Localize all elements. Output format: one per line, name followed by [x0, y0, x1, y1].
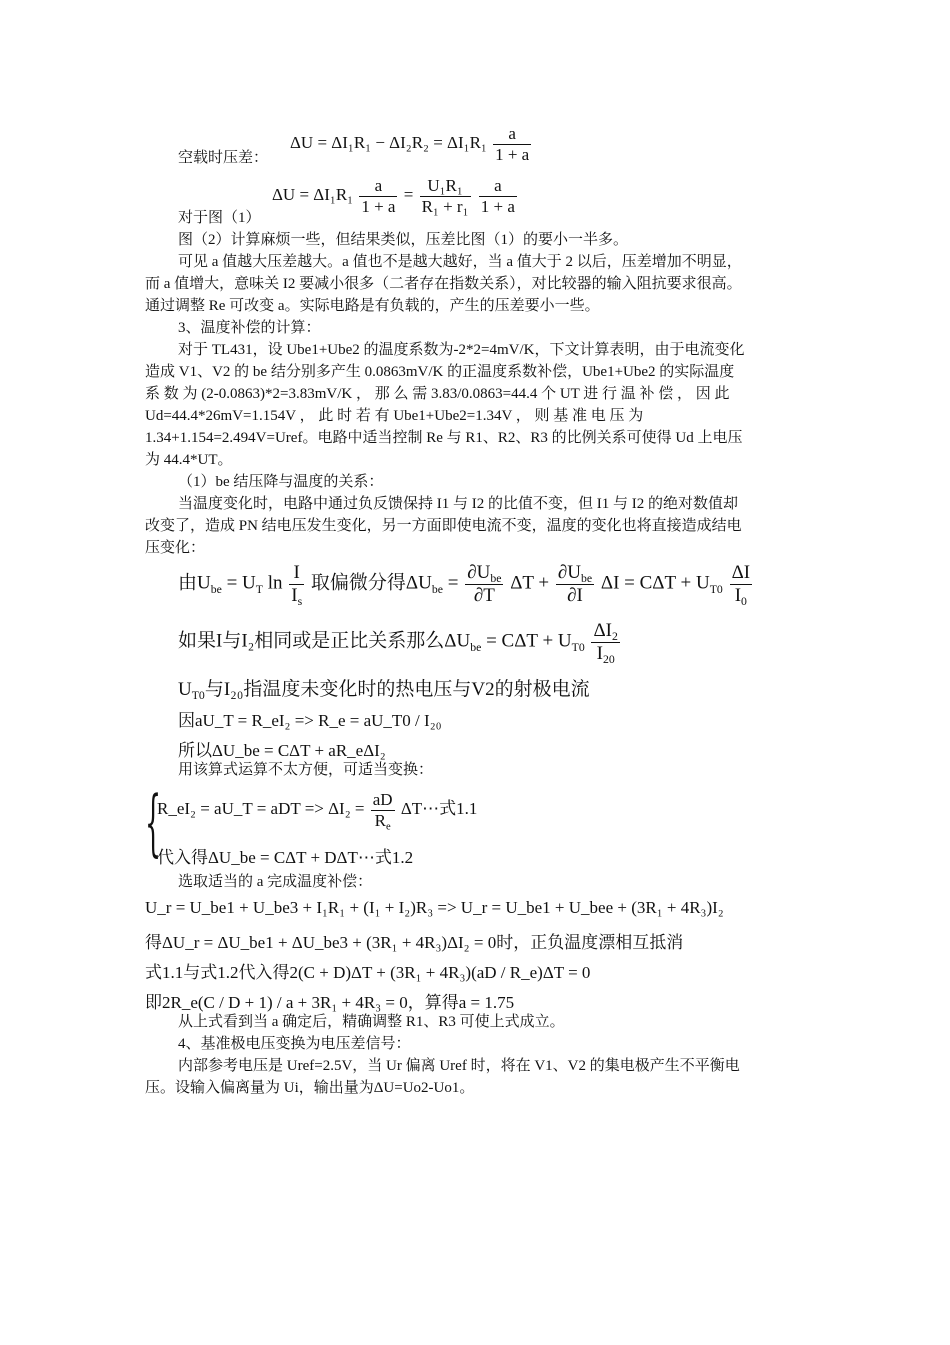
eq3-fraction-3: $\frac{\partial U_{be}}{\partial I}$	[557, 562, 593, 606]
eq3-part-b: = U	[221, 572, 256, 594]
eq3-fraction-4: $\frac{\Delta I}{I_0}$	[731, 562, 751, 608]
section-4-heading: 4、基准极电压变换为电压差信号：	[178, 1036, 411, 1052]
paragraph-3-line-3: 系 数 为 (2-0.0863)*2=3.83mV/K ， 那 么 需 3.83/0.0863=44.4 个 UT 进 行 温 补 偿 ， 因 此	[145, 386, 730, 402]
equation-9: 代入得ΔU_be = CΔT + DΔT⋯式1.2	[157, 848, 414, 867]
paragraph-3-line-6: 为 44.4*UT。	[145, 452, 233, 468]
paragraph-4-line-3: 压变化：	[145, 540, 206, 556]
eq3-part-d: 取偏微分得ΔU	[310, 572, 432, 594]
eq2-f3-num: a	[479, 176, 517, 197]
eq8-fraction: $\frac{aD}{R_e}$	[372, 790, 393, 833]
paragraph-4-line-2: 改变了，造成 PN 结电压发生变化，另一方面即使电流不变，温度的变化也将直接造成结电	[145, 518, 742, 534]
eq4-fraction: $\frac{\Delta I_2}{I_{20}}$	[593, 620, 618, 666]
equation-3: 由$U_{be} = U_T$ ln $\frac{I}{I_s}$ 取偏微分得$\Delta U_{be}$ = $\frac{\partial U_{be}}{\partial T}$ ΔT + $\frac{\partial U_{be}}{\partial I}$ $\Delta I = C\Delta T + U_{T0}$ $\frac{\Delta I}{I_0}$	[178, 562, 751, 608]
fig1-label: 对于图（1）	[178, 210, 261, 226]
eq5-text: 与I₂₀指温度未变化时的热电压与V2的射极电流	[204, 679, 590, 700]
equation-8	[157, 790, 478, 833]
eq3-fraction-1: $\frac{I}{I_s}$	[291, 562, 303, 608]
eq3-part-e: =	[442, 572, 459, 594]
eq1-lhs: ΔU = ΔI₁R₁ − ΔI₂R₂ = ΔI₁R₁	[290, 132, 487, 152]
eq3-part-g: ΔI = CΔT + U	[600, 572, 710, 594]
paragraph-5: 用该算式运算不太方便，可适当变换：	[178, 762, 434, 778]
equation-11: 得ΔU_r = ΔU_be1 + ΔU_be3 + (3R₁ + 4R₃)ΔI₂ = 0时，正负温度漂相互抵消	[145, 933, 684, 952]
eq3-fraction-2: $\frac{\partial U_{be}}{\partial T}$	[467, 562, 502, 606]
equation-5: $U_{T0}$与I₂₀指温度未变化时的热电压与V2的射极电流	[178, 679, 590, 703]
eq1-den: 1 + a	[495, 144, 530, 164]
paragraph-2-line-1: 可见 a 值越大压差越大。a 值也不是越大越好，当 a 值大于 2 以后，压差增加不明显，	[178, 254, 742, 270]
eq4-part-b: = CΔT + U	[481, 630, 572, 652]
paragraph-3-line-5: 1.34+1.154=2.494V=Uref。电路中适当控制 Re 与 R1、R2、R3 的比例关系可使得 Ud 上电压	[145, 430, 743, 446]
equation-4: 如果I与I₂相同或是正比关系那么$\Delta U_{be} = C\Delta T + U_{T0}$ $\frac{\Delta I_2}{I_{20}}$	[178, 620, 618, 666]
eq2-f2-den: R₁ + r₁	[421, 196, 469, 216]
eq2-equals: =	[403, 184, 414, 204]
paragraph-4-line-1: 当温度变化时，电路中通过负反馈保持 I1 与 I2 的比值不变，但 I1 与 I2 的绝对数值却	[178, 496, 738, 512]
equation-10: U_r = U_be1 + U_be3 + I₁R₁ + (I₁ + I₂)R₃ => U_r = U_be1 + U_bee + (3R₁ + 4R₃)I₂	[145, 898, 724, 917]
paragraph-6: 选取适当的 a 完成温度补偿：	[178, 874, 373, 890]
section-3-heading: 3、温度补偿的计算：	[178, 320, 321, 336]
eq8-part-a: R_eI₂ = aU_T = aDT => ΔI₂ =	[157, 798, 365, 818]
eq2-f1-num: a	[359, 176, 397, 197]
subsection-1-heading: （1）be 结压降与温度的关系：	[178, 474, 384, 490]
paragraph-7: 从上式看到当 a 确定后，精确调整 R1、R3 可使上式成立。	[178, 1014, 565, 1030]
eq2-f3-den: 1 + a	[480, 196, 515, 216]
equation-13: 即2R_e(C / D + 1) / a + 3R₁ + 4R₃ = 0，算得a = 1.75	[145, 993, 515, 1012]
eq3-part-f: ΔT +	[510, 572, 550, 594]
eq2-lhs: ΔU = ΔI₁R₁	[272, 184, 354, 204]
noload-label: 空载时压差：	[178, 150, 269, 166]
eq2-f1-den: 1 + a	[361, 196, 396, 216]
eq8-part-b: ΔT⋯式1.1	[400, 798, 478, 818]
equation-6: 因aU_T = R_eI₂ => R_e = aU_T0 / I₂₀	[178, 711, 442, 730]
eq1-num: a	[493, 124, 531, 145]
eq3-part-c: ln	[262, 572, 283, 594]
equation-12: 式1.1与式1.2代入得2(C + D)ΔT + (3R₁ + 4R₃)(aD / R_e)ΔT = 0	[145, 963, 591, 982]
eq3-part-a: 由U	[178, 572, 211, 594]
paragraph-2-line-2: 而 a 值增大，意味关 I2 要减小很多（二者存在指数关系），对比较器的输入阻抗要求很高。	[145, 276, 742, 292]
eq4-part-a: 如果I与I₂相同或是正比关系那么ΔU	[178, 630, 471, 652]
paragraph-3-line-4: Ud=44.4*26mV=1.154V ， 此 时 若 有 Ube1+Ube2=1.34V ， 则 基 准 电 压 为	[145, 408, 644, 424]
paragraph-8-line-2: 压。设输入偏离量为 Ui，输出量为ΔU=Uo2-Uo1。	[145, 1080, 475, 1096]
paragraph-3-line-2: 造成 V1、V2 的 be 结分别多产生 0.0863mV/K 的正温度系数补偿，Ube1+Ube2 的实际温度	[145, 364, 735, 380]
eq2-f2-num: U₁R₁	[420, 176, 471, 197]
equation-7: 所以ΔU_be = CΔT + aR_eΔI₂	[178, 741, 386, 760]
paragraph-1: 图（2）计算麻烦一些，但结果类似，压差比图（1）的要小一半多。	[178, 232, 629, 248]
paragraph-8-line-1: 内部参考电压是 Uref=2.5V，当 Ur 偏离 Uref 时，将在 V1、V2 的集电极产生不平衡电	[178, 1058, 740, 1074]
paragraph-3-line-1: 对于 TL431，设 Ube1+Ube2 的温度系数为-2*2=4mV/K，下文计算表明，由于电流变化	[178, 342, 745, 358]
paragraph-2-line-3: 通过调整 Re 可改变 a。实际电路是有负载的，产生的压差要小一些。	[145, 298, 600, 314]
system-brace: {	[145, 780, 162, 864]
